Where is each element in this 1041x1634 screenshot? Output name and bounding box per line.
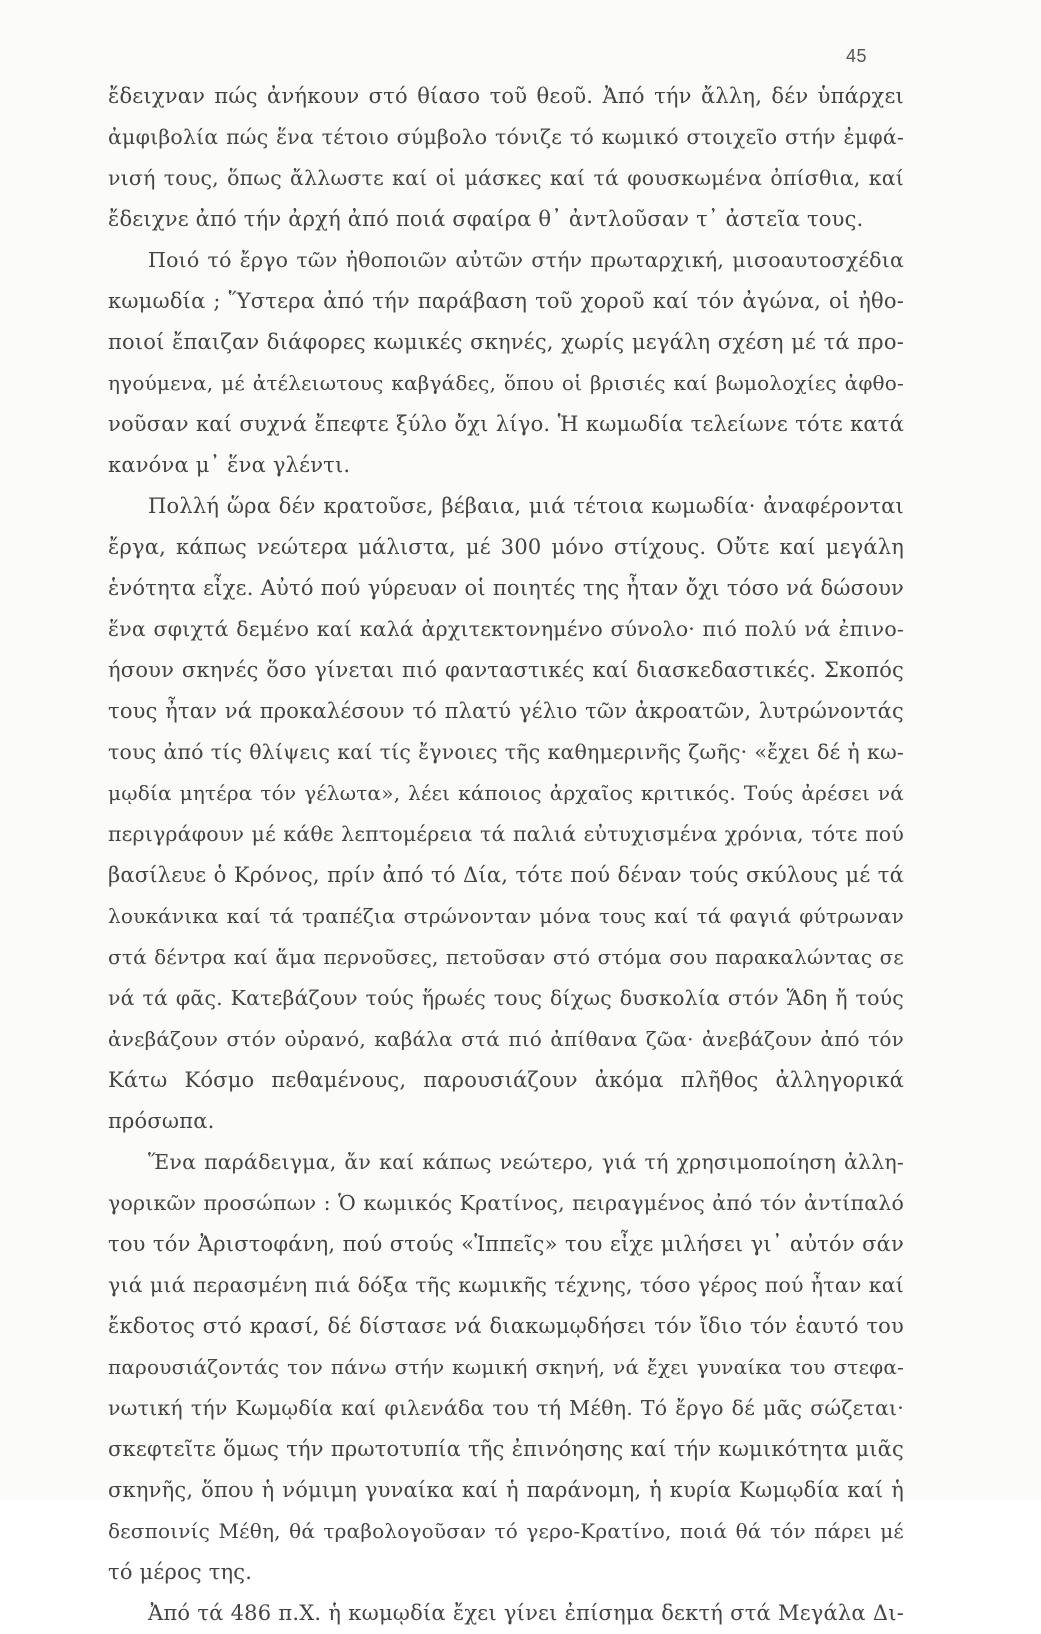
text-line: του τόν Ἀριστοφάνη, πού στούς «Ἱππεῖς» του εἶχε μιλήσει γι᾽ αὐτόν σάν xyxy=(108,1232,904,1256)
body-text xyxy=(108,76,904,1634)
text-line: ἔργα, κάπως νεώτερα μάλιστα, μέ 300 μόνο στίχους. Οὔτε καί μεγάλη xyxy=(108,535,904,559)
text-line: Κάτω Κόσμο πεθαμένους, παρουσιάζουν ἀκόμα πλῆθος ἀλληγορικά xyxy=(108,1068,904,1092)
text-line: Πολλή ὥρα δέν κρατοῦσε, βέβαια, μιά τέτοια κωμωδία· ἀναφέρονται xyxy=(148,494,904,518)
text-line: Ἕνα παράδειγμα, ἄν καί κάπως νεώτερο, γιά τή χρησιμοποίηση ἀλλη- xyxy=(148,1150,904,1174)
text-line: ποιοί ἔπαιζαν διάφορες κωμικές σκηνές, χωρίς μεγάλη σχέση μέ τά προ- xyxy=(108,330,904,354)
text-line: κωμωδία ; Ὕστερα ἀπό τήν παράβαση τοῦ χοροῦ καί τόν ἀγώνα, οἱ ἠθο- xyxy=(108,289,904,313)
text-line: ἔδειχνε ἀπό τήν ἀρχή ἀπό ποιά σφαίρα θ᾽ ἀντλοῦσαν τ᾽ ἀστεῖα τους. xyxy=(108,207,864,231)
text-line: ἀμφιβολία πώς ἕνα τέτοιο σύμβολο τόνιζε τό κωμικό στοιχεῖο στήν ἐμφά- xyxy=(108,125,904,149)
text-line: τό μέρος της. xyxy=(108,1560,253,1584)
text-line: νωτική τήν Κωμῳδία καί φιλενάδα του τή Μέθη. Τό ἔργο δέ μᾶς σώζεται· xyxy=(108,1396,904,1420)
text-line: τους ἀπό τίς θλίψεις καί τίς ἔγνοιες τῆς καθημερινῆς ζωῆς· «ἔχει δέ ἡ κω- xyxy=(108,740,904,764)
text-line: ἔδειχναν πώς ἀνήκουν στό θίασο τοῦ θεοῦ. Ἀπό τήν ἄλλη, δέν ὑπάρχει xyxy=(108,84,904,108)
text-line: δεσποινίς Μέθη, θά τραβολογοῦσαν τό γερο-Κρατίνο, ποιά θά τόν πάρει μέ xyxy=(108,1519,904,1543)
text-line: ηγούμενα, μέ ἀτέλειωτους καβγάδες, ὅπου οἱ βρισιές καί βωμολοχίες ἀφθο- xyxy=(108,371,904,395)
text-line: νά τά φᾶς. Κατεβάζουν τούς ἥρωές τους δίχως δυσκολία στόν Ἅδη ἤ τούς xyxy=(108,986,904,1010)
text-line: τους ἦταν νά προκαλέσουν τό πλατύ γέλιο τῶν ἀκροατῶν, λυτρώνοντάς xyxy=(108,699,904,723)
text-line: μῳδία μητέρα τόν γέλωτα», λέει κάποιος ἀρχαῖος κριτικός. Τούς ἀρέσει νά xyxy=(108,781,904,805)
text-line: Ἀπό τά 486 π.Χ. ἡ κωμῳδία ἔχει γίνει ἐπίσημα δεκτή στά Μεγάλα Δι- xyxy=(148,1601,904,1625)
text-line: γορικῶν προσώπων : Ὁ κωμικός Κρατίνος, πειραγμένος ἀπό τόν ἀντίπαλό xyxy=(108,1191,904,1215)
text-line: ἀνεβάζουν στόν οὐρανό, καβάλα στά πιό ἀπίθανα ζῶα· ἀνεβάζουν ἀπό τόν xyxy=(108,1027,904,1051)
text-line: κανόνα μ᾽ ἕνα γλέντι. xyxy=(108,453,351,477)
text-line: ἕνα σφιχτά δεμένο καί καλά ἀρχιτεκτονημένο σύνολο· πιό πολύ νά ἐπινο- xyxy=(108,617,904,641)
page-number: 45 xyxy=(846,46,868,66)
text-line: νοῦσαν καί συχνά ἔπεφτε ξύλο ὄχι λίγο. Ἡ κωμωδία τελείωνε τότε κατά xyxy=(108,412,904,436)
text-line: σκεφτεῖτε ὅμως τήν πρωτοτυπία τῆς ἐπινόησης καί τήν κωμικότητα μιᾶς xyxy=(108,1437,904,1461)
text-line: βασίλευε ὁ Κρόνος, πρίν ἀπό τό Δία, τότε πού δέναν τούς σκύλους μέ τά xyxy=(108,863,904,887)
text-line: σκηνῆς, ὅπου ἡ νόμιμη γυναίκα καί ἡ παράνομη, ἡ κυρία Κωμῳδία καί ἡ xyxy=(108,1478,904,1502)
text-line: πρόσωπα. xyxy=(108,1109,215,1133)
text-line: παρουσιάζοντάς τον πάνω στήν κωμική σκηνή, νά ἔχει γυναίκα του στεφα- xyxy=(108,1355,904,1379)
text-line: Ποιό τό ἔργο τῶν ἠθοποιῶν αὐτῶν στήν πρωταρχική, μισοαυτοσχέδια xyxy=(148,248,904,272)
text-line: ἔκδοτος στό κρασί, δέ δίστασε νά διακωμῳδήσει τόν ἴδιο τόν ἑαυτό του xyxy=(108,1314,904,1338)
text-line: ἑνότητα εἶχε. Αὐτό πού γύρευαν οἱ ποιητές της ἦταν ὄχι τόσο νά δώσουν xyxy=(108,576,904,600)
text-line: περιγράφουν μέ κάθε λεπτομέρεια τά παλιά εὐτυχισμένα χρόνια, τότε πού xyxy=(108,822,904,846)
text-line: στά δέντρα καί ἅμα περνοῦσες, πετοῦσαν στό στόμα σου παρακαλώντας σε xyxy=(108,945,904,969)
text-line: λουκάνικα καί τά τραπέζια στρώνονταν μόνα τους καί τά φαγιά φύτρωναν xyxy=(108,904,904,928)
text-line: γιά μιά περασμένη πιά δόξα τῆς κωμικῆς τέχνης, τόσο γέρος πού ἦταν καί xyxy=(108,1273,904,1297)
text-line: ήσουν σκηνές ὅσο γίνεται πιό φανταστικές καί διασκεδαστικές. Σκοπός xyxy=(108,658,904,682)
text-line: νισή τους, ὅπως ἄλλωστε καί οἱ μάσκες καί τά φουσκωμένα ὀπίσθια, καί xyxy=(108,166,904,190)
